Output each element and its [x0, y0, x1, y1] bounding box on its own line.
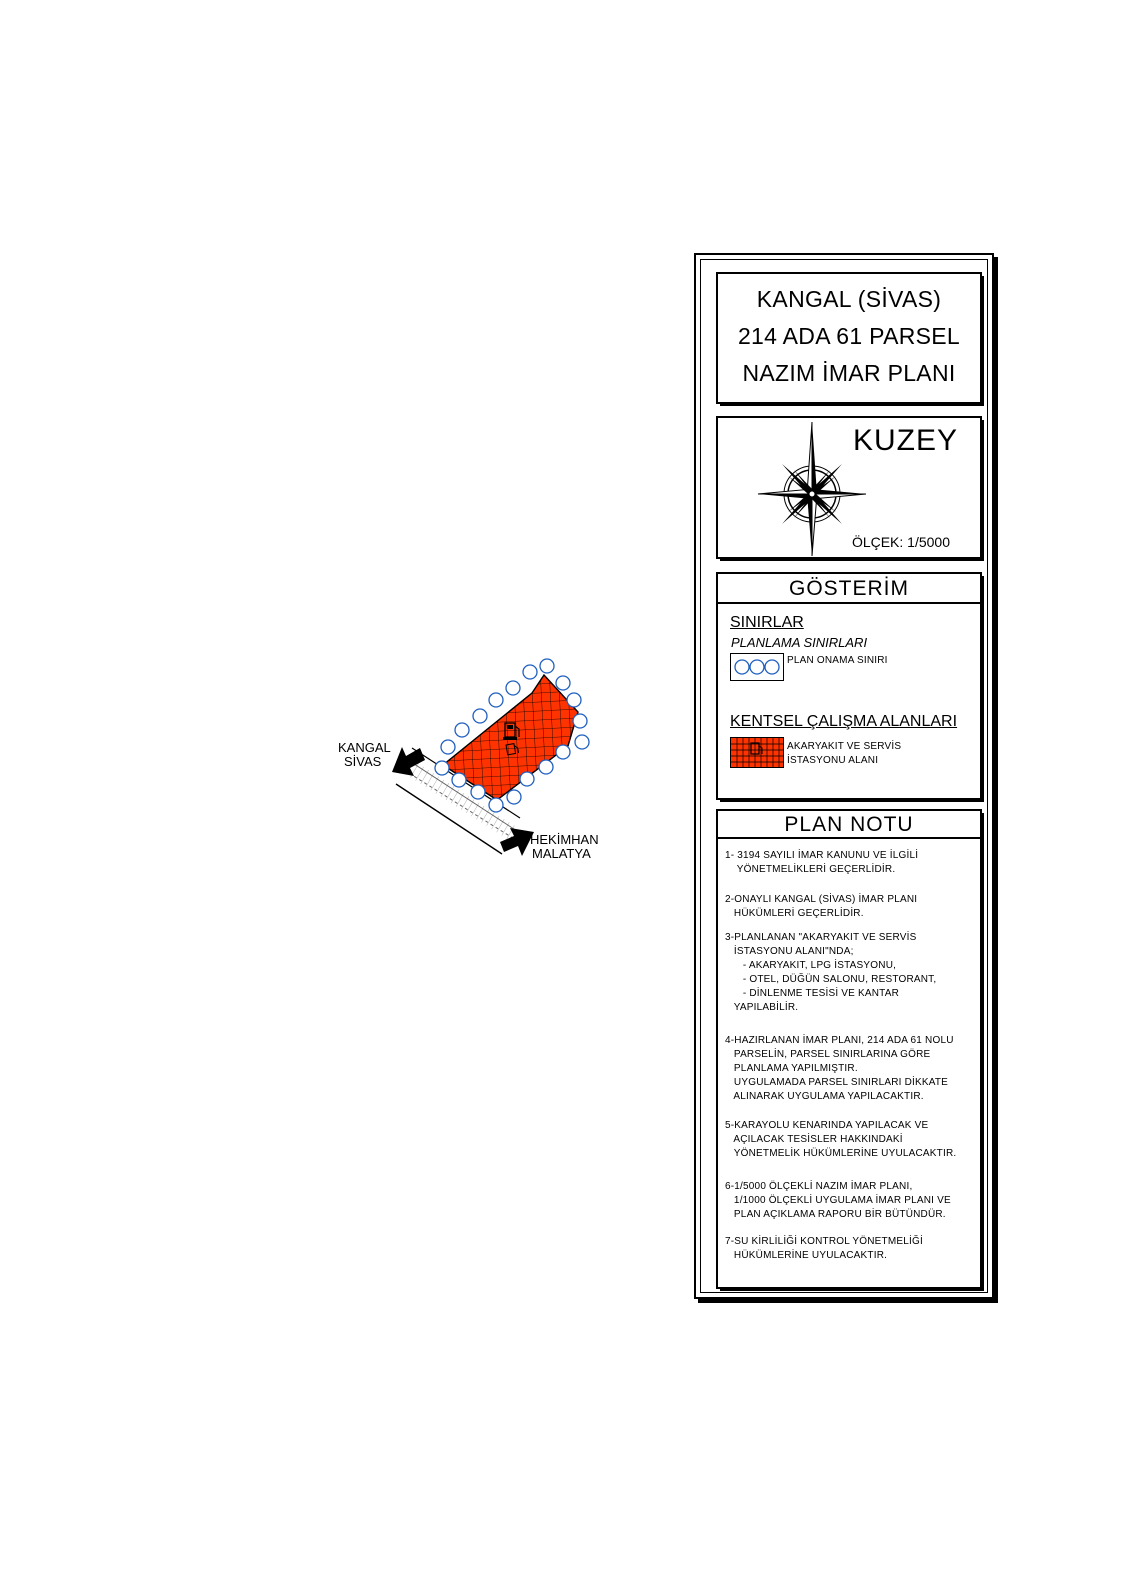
north-label: KUZEY: [852, 424, 958, 457]
title-line-3: NAZIM İMAR PLANI: [742, 360, 956, 386]
plan-note-1: 1- 3194 SAYILI İMAR KANUNU VE İLGİLİ YÖNETMELİKLERİ GEÇERLİDİR.: [725, 850, 919, 875]
plan-note-2: 2-ONAYLI KANGAL (SİVAS) İMAR PLANI HÜKÜMLERİ GEÇERLİDİR.: [725, 894, 918, 919]
title-block: [716, 272, 982, 404]
boundary-circles-swatch: [730, 653, 784, 681]
title-line-1: KANGAL (SİVAS): [756, 286, 942, 312]
fuel-station-swatch: [730, 737, 784, 768]
map-label-hekimhan: HEKİMHAN: [530, 832, 599, 847]
notes-header: PLAN NOTU: [718, 811, 980, 839]
scale-label: ÖLÇEK: 1/5000: [851, 534, 950, 550]
plan-note-6: 6-1/5000 ÖLÇEKLİ NAZIM İMAR PLANI, 1/1000 ÖLÇEKLİ UYGULAMA İMAR PLANI VE PLAN AÇIKLAMA RAPORU BİR BÜTÜNDÜR.: [725, 1181, 951, 1220]
north-block: [716, 416, 982, 559]
legend-section-urban: KENTSEL ÇALIŞMA ALANLARI: [730, 713, 958, 730]
map-label-sivas: SİVAS: [344, 754, 382, 769]
plan-notes-block: [716, 809, 982, 1289]
legend-header: GÖSTERİM: [718, 574, 980, 604]
legend-subsection-planning: PLANLAMA SINIRLARI: [731, 635, 868, 650]
legend-item-fuel-station-2: İSTASYONU ALANI: [787, 755, 879, 766]
legend-item-plan-boundary: PLAN ONAMA SINIRI: [787, 655, 888, 666]
map-label-kangal: KANGAL: [338, 740, 391, 755]
plan-note-3: 3-PLANLANAN "AKARYAKIT VE SERVİS İSTASYONU ALANI"NDA; - AKARYAKIT, LPG İSTASYONU, - OTEL, DÜĞÜN SALONU, RESTORANT, - DİNLENME TESİSİ VE KANTAR YAPILABİLİR.: [725, 932, 937, 1013]
plan-note-4: 4-HAZIRLANAN İMAR PLANI, 214 ADA 61 NOLU PARSELİN, PARSEL SINIRLARINA GÖRE PLANLAMA YAPILMIŞTIR. UYGULAMADA PARSEL SINIRLARI DİKKATE ALINARAK UYGULAMA YAPILACAKTIR.: [725, 1035, 954, 1102]
plan-note-5: 5-KARAYOLU KENARINDA YAPILACAK VE AÇILACAK TESİSLER HAKKINDAKİ YÖNETMELİK HÜKÜMLERİNE UYULACAKTIR.: [725, 1120, 957, 1159]
legend-section-boundaries: SINIRLAR: [730, 614, 804, 631]
legend-block: [716, 572, 982, 800]
legend-item-fuel-station-1: AKARYAKIT VE SERVİS: [787, 741, 902, 752]
plan-note-7: 7-SU KİRLİLİĞİ KONTROL YÖNETMELİĞİ HÜKÜMLERİNE UYULACAKTIR.: [725, 1236, 923, 1261]
map-label-malatya: MALATYA: [532, 846, 591, 861]
title-line-2: 214 ADA 61 PARSEL: [737, 323, 961, 349]
plan-map: [0, 0, 680, 1000]
legend-sheet: [694, 253, 994, 1299]
